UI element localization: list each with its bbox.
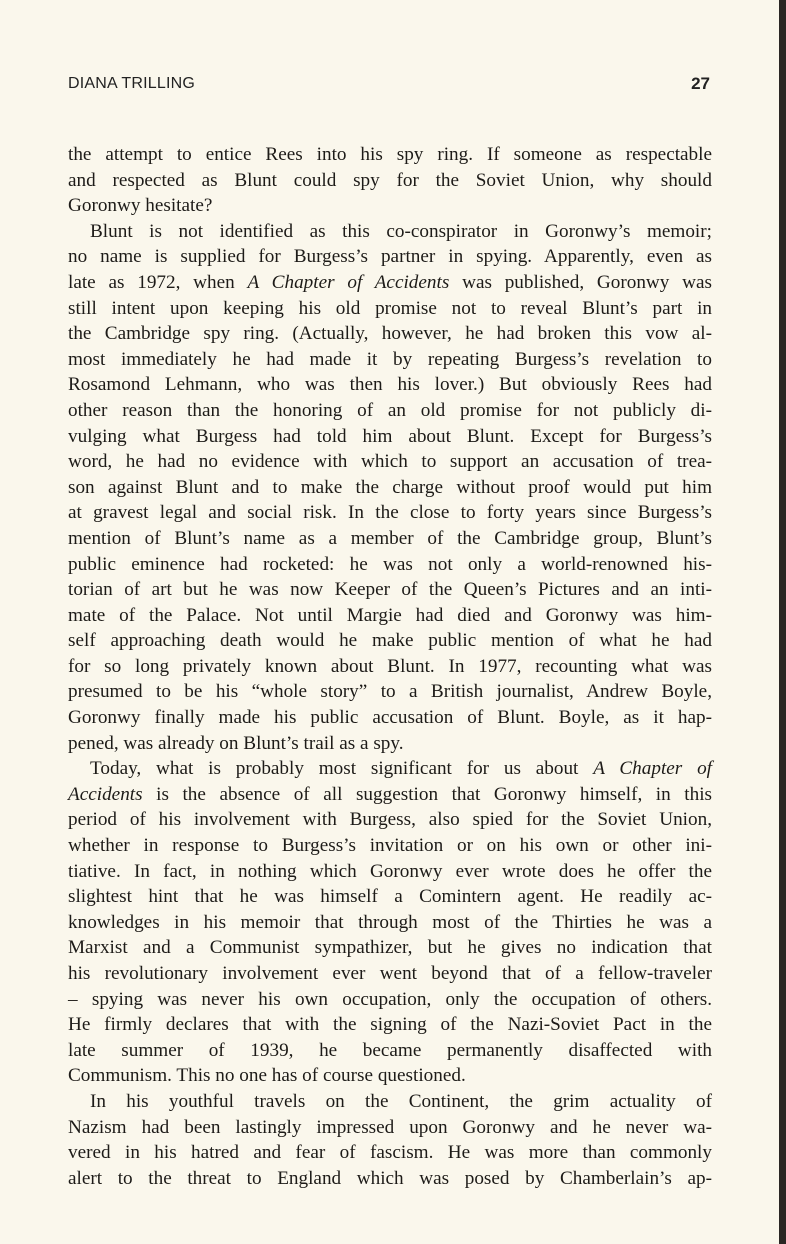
text-segment: – spying was never his own occupation, only the occupation of others. <box>68 988 712 1010</box>
text-segment: Communism. This no one has of course questioned. <box>68 1065 466 1087</box>
text-line <box>68 142 712 168</box>
page-number: 27 <box>691 74 710 93</box>
text-segment: self approaching death would he make public mention of what he had <box>68 630 712 652</box>
text-line <box>68 296 712 322</box>
text-segment: Nazism had been lastingly impressed upon Goronwy and he never wa- <box>68 1116 712 1138</box>
text-segment: the Cambridge spy ring. (Actually, however, he had broken this vow al- <box>68 323 712 345</box>
text-line <box>68 654 712 680</box>
text-line <box>68 244 712 270</box>
text-segment: mention of Blunt’s name as a member of the Cambridge group, Blunt’s <box>68 527 712 549</box>
text-line <box>68 449 712 475</box>
text-segment: alert to the threat to England which was posed by Chamberlain’s ap- <box>68 1167 712 1189</box>
text-line <box>68 935 712 961</box>
text-line <box>68 475 712 501</box>
text-segment: Goronwy finally made his public accusation of Blunt. Boyle, as it hap- <box>68 707 712 729</box>
text-line <box>68 705 712 731</box>
running-title: DIANA TRILLING <box>68 75 195 92</box>
text-segment: still intent upon keeping his old promise not to reveal Blunt’s part in <box>68 297 712 319</box>
text-segment: vered in his hatred and fear of fascism. He was more than commonly <box>68 1142 712 1164</box>
text-line <box>68 168 712 194</box>
text-line <box>68 321 712 347</box>
text-line <box>68 577 712 603</box>
text-line <box>68 1089 712 1115</box>
text-segment: Today, what is probably most significant for us about <box>90 758 594 780</box>
text-segment: torian of art but he was now Keeper of the Queen’s Pictures and an inti- <box>68 579 712 601</box>
text-segment: at gravest legal and social risk. In the close to forty years since Burgess’s <box>68 502 712 524</box>
text-segment: no name is supplied for Burgess’s partner in spying. Apparently, even as <box>68 246 712 268</box>
text-line <box>68 910 712 936</box>
text-segment: for so long privately known about Blunt. In 1977, recounting what was <box>68 655 712 677</box>
page-edge-shadow <box>779 0 786 1244</box>
text-segment: late as 1972, when <box>68 271 248 293</box>
text-segment: public eminence had rocketed: he was not only a world-renowned his- <box>68 553 712 575</box>
text-segment: other reason than the honoring of an old promise for not publicly di- <box>68 399 712 421</box>
text-segment: Goronwy hesitate? <box>68 195 213 217</box>
text-segment: Marxist and a Communist sympathizer, but he gives no indication that <box>68 937 712 959</box>
body-text <box>68 142 712 1191</box>
text-line <box>68 1140 712 1166</box>
text-line <box>68 884 712 910</box>
text-segment: his revolutionary involvement ever went beyond that of a fellow-traveler <box>68 963 712 984</box>
text-line <box>68 628 712 654</box>
text-line <box>68 1166 712 1192</box>
text-segment: was published, Goronwy was <box>449 271 712 293</box>
italic-title-text: A Chapter of <box>593 758 712 780</box>
text-line <box>68 193 712 219</box>
italic-title-text: A Chapter of Accidents <box>247 271 450 293</box>
text-line <box>68 347 712 373</box>
text-line <box>68 1012 712 1038</box>
text-segment: vulging what Burgess had told him about Blunt. Except for Burgess’s <box>68 425 712 447</box>
text-line <box>68 756 712 782</box>
text-line <box>68 219 712 245</box>
text-segment: Rosamond Lehmann, who was then his lover.) But obviously Rees had <box>68 374 712 396</box>
text-segment: son against Blunt and to make the charge without proof would put him <box>68 476 712 498</box>
text-segment: mate of the Palace. Not until Margie had died and Goronwy was him- <box>68 604 712 626</box>
text-segment: and respected as Blunt could spy for the Soviet Union, why should <box>68 169 712 191</box>
text-segment: word, he had no evidence with which to support an accusation of trea- <box>68 451 712 473</box>
text-line <box>68 782 712 808</box>
text-line <box>68 807 712 833</box>
text-segment: the attempt to entice Rees into his spy ring. If someone as respectable <box>68 144 712 165</box>
text-segment: presumed to be his “whole story” to a British journalist, Andrew Boyle, <box>68 681 712 703</box>
text-segment: late summer of 1939, he became permanently disaffected with <box>68 1039 712 1061</box>
text-line <box>68 731 712 757</box>
text-line <box>68 424 712 450</box>
text-line <box>68 552 712 578</box>
text-line <box>68 1038 712 1064</box>
text-segment: He firmly declares that with the signing of the Nazi-Soviet Pact in the <box>68 1014 712 1036</box>
text-line <box>68 679 712 705</box>
text-segment: most immediately he had made it by repeating Burgess’s revelation to <box>68 348 712 370</box>
text-line <box>68 859 712 885</box>
italic-title-text: Accidents <box>68 783 143 805</box>
text-line <box>68 270 712 296</box>
text-segment: period of his involvement with Burgess, also spied for the Soviet Union, <box>68 809 712 831</box>
text-line <box>68 603 712 629</box>
text-segment: is the absence of all suggestion that Goronwy himself, in this <box>142 783 712 805</box>
running-header <box>68 75 710 97</box>
text-line <box>68 500 712 526</box>
text-segment: In his youthful travels on the Continent, the grim actuality of <box>90 1090 712 1112</box>
text-line <box>68 398 712 424</box>
text-line <box>68 1063 712 1089</box>
text-segment: knowledges in his memoir that through most of the Thirties he was a <box>68 911 712 933</box>
text-segment: whether in response to Burgess’s invitation or on his own or other ini- <box>68 835 712 857</box>
text-segment: Blunt is not identified as this co-conspirator in Goronwy’s memoir; <box>90 220 712 242</box>
text-segment: tiative. In fact, in nothing which Goronwy ever wrote does he offer the <box>68 860 712 882</box>
text-line <box>68 372 712 398</box>
text-line <box>68 1115 712 1141</box>
text-segment: slightest hint that he was himself a Comintern agent. He readily ac- <box>68 886 712 908</box>
text-line <box>68 987 712 1013</box>
text-segment: pened, was already on Blunt’s trail as a spy. <box>68 732 404 754</box>
text-line <box>68 833 712 859</box>
text-line <box>68 526 712 552</box>
text-line <box>68 961 712 987</box>
